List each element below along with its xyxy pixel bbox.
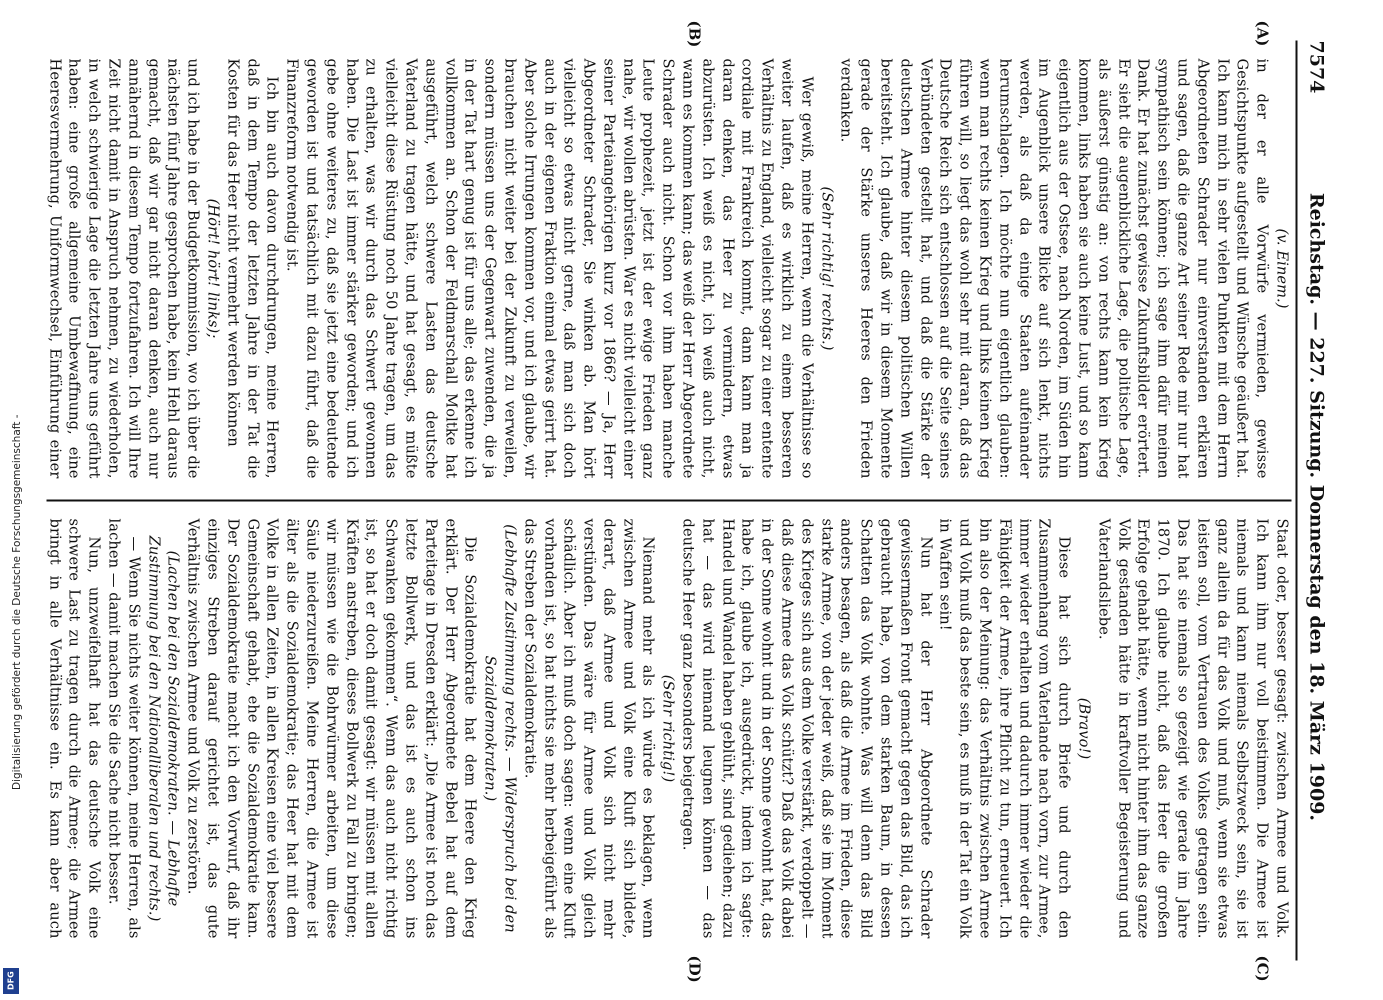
paragraph: — Wenn Sie nichts weiter können, meine Herren, als lachen — damit machen Sie die Sache nicht besser. xyxy=(104,518,142,938)
margin-marker-c: (C) xyxy=(1253,955,1271,982)
interjection: (Lachen bei den Sozialdemokraten. — Lebhafte Zustimmung bei den Nationalliberalen und rechts.) xyxy=(144,535,182,921)
interjection: (Hört! hört! links); xyxy=(203,198,221,338)
page-number: 7574 xyxy=(1305,40,1327,93)
dfg-logo: DFG xyxy=(3,968,19,994)
interjection: (Lebhafte Zustimmung rechts. — Widerspruch bei den Sozialdemokraten.) xyxy=(481,523,518,933)
credit-strip xyxy=(0,0,22,1000)
paragraph: Nun, unzweifelhaft hat das deutsche Volk eine schwere Last zu tragen durch die Armee; die Armee bringt in alle Verhältnisse ein. Es kann aber auch xyxy=(45,518,103,938)
right-column xyxy=(41,518,1291,938)
interjection: (Sehr richtig!) xyxy=(659,674,677,782)
margin-marker-a: (A) xyxy=(1253,20,1271,46)
paragraph: Staat oder, besser gesagt: zwischen Armee und Volk. Ich kann ihm nur voll beistimmen. Die Armee ist niemals und kann niemals Selbstzweck sein, sie ist ganz allein da für das Volk und muß, wenn sie etwas leisten soll, vom Vertrauen des Volkes getragen sein. Das hat sie niemals so gezeigt wie gerade im Jahre 1870. Ich glaube nicht, daß das Heer die großen Erfolge gehabt hätte, wenn nicht hinter ihm das ganze Volk gestanden hätte in kraftvoller Begeisterung und Vaterlandsliebe. xyxy=(1094,518,1290,938)
paragraph: Nun hat der Herr Abgeordnete Schrader gewissermaßen Front gemacht gegen das Bild, das ich gebraucht habe, von dem starken Baum, in dessen Schatten das Volk wohnte. Was will denn das Bild anders besagen, als daß die Armee im Frieden, diese starke Armee, von der jeder weiß, daß sie im Moment des Krieges sich aus dem Volke verstärkt, verdoppelt — daß diese Armee das Volk schützt? Daß das Volk dabei in der Sonne wohnt und in der Sonne gewohnt hat, das habe ich, glaube ich, ausgedrückt, indem ich sagte: Handel und Wandel haben geblüht, sind gediehen; dazu hat — das wird niemand leugnen können — das deutsche Heer ganz besonders beigetragen. xyxy=(679,518,934,938)
header-rule xyxy=(1295,40,1297,960)
paragraph: und ich habe in der Budgetkommission, wo ich über die nächsten fünf Jahre gesprochen habe, kein Hehl daraus gemacht, daß wir gar nicht daran denken, auch nur annähernd in diesem Tempo fortzufahren. Ich will Ihre Zeit nicht damit in Anspruch nehmen, zu wiederholen, in welch schwierige Lage die letzten Jahre uns geführt haben: eine große allgemeine Umbewaffnung, eine Heeresvermehrung, Uniformwechsel, Einführung einer xyxy=(45,58,202,478)
interjection: (v. Einem.) xyxy=(1273,227,1290,309)
interjection: (Bravo!) xyxy=(1075,697,1093,759)
paragraph: Die Sozialdemokratie hat dem Heere den Krieg erklärt. Der Herr Abgeordnete Bebel hat auf dem Parteitage in Dresden erklärt: „Die Armee ist noch das letzte Bollwerk, und das ist es auch schon ins Schwanken gekommen“. Wenn das auch nicht richtig ist, so hat er doch damit gesagt: wir müssen mit allen Kräften anstreben, dieses Bollwerk zu Fall zu bringen; wir müssen wie die Bohrwürmer arbeiten, um diese Säule niederzureißen. Meine Herren, die Armee ist älter als die Sozialdemokratie; das Heer hat mit dem Volke in allen Zeiten, in allen Kreisen eine viel bessere Gemeinschaft gehabt, ehe die Sozialdemokratie kam. Der Sozialdemokratie macht ich den Vorwurf, daß ihr einziges Streben darauf gerichtet ist, das gute Verhältnis zwischen Armee und Volk zu zerstören. xyxy=(184,518,479,938)
paragraph: Niemand mehr als ich würde es beklagen, wenn zwischen Armee und Volk eine Kluft sich bildete, derart, daß Armee und Volk sich nicht mehr verstünden. Das wäre für Armee und Volk gleich schädlich. Aber ich muß doch sagen: wenn eine Kluft vorhanden ist, so hat nichts sie mehr herbeigeführt als das Streben der Sozialdemokratie. xyxy=(520,518,657,938)
column-divider xyxy=(46,499,1291,501)
paragraph: in der er alle Vorwürfe vermieden, gewisse Gesichtspunkte aufgestellt und Wünsche geäußert hat. Ich kann mich in sehr vielen Punkten mit dem Herrn Abgeordneten Schrader nur einverstanden erklären und sagen, daß die ganze Art seiner Rede mir nur hat sympathisch sein können; ich sage ihm dafür meinen Dank. Er hat zunächst gewisse Zukunftsbilder erörtert. Er sieht die augenblickliche Lage, die politische Lage, als äußerst günstig an: von rechts kann kein Krieg kommen, links haben sie auch keine Lust, und so kann eigentlich aus der Ostsee, nach Norden, im Süden hin im Augenblick unsere Blicke auf sich lenkt, nichts werden, als daß da einige Staaten aufeinander herumschlagen. Ich möchte nun eigentlich glauben: wenn man rechts keinen Krieg und links keinen Krieg führen will, so liegt das wohl sehr mit daran, daß das Deutsche Reich sich entschlossen auf die Seite seines Verbündeten gestellt hat, und daß die Stärke der deutschen Armee hinter diesem politischen Willen bereitsteht. Ich glaube, daß wir in diesem Momente gerade der Stärke unseres Heeres den Frieden verdanken. xyxy=(837,58,1271,478)
margin-marker-b: (B) xyxy=(685,20,703,47)
interjection: (Sehr richtig! rechts.) xyxy=(817,185,835,351)
paragraph: Diese hat sich durch Briefe und durch den Zusammenhang vom Vaterlande nach vorn, zur Armee, immer wieder erhalten und dadurch immer wieder die Fähigkeit der Armee, ihre Pflicht zu tun, erneuert. Ich bin also der Meinung: das Verhältnis zwischen Armee und Volk muß das beste sein, es muß in der Tat ein Volk in Waffen sein! xyxy=(936,518,1073,938)
page-header xyxy=(1301,40,1331,960)
paragraph: Wer gewiß, meine Herren, wenn die Verhältnisse so weiter laufen, daß es wirklich zu einem besseren Verhältnis zu England, vielleicht sogar zu einer entente cordiale mit Frankreich kommt, dann kann man ja daran denken, das Heer zu vermindern, etwas abzurüsten. Ich weiß es nicht, ich weiß auch nicht, wann es kommen kann; das weiß der Herr Abgeordnete Schrader auch nicht. Schon vor ihm haben manche Leute prophezeit, jetzt ist der ewige Frieden ganz nahe, wir wollen abrüsten. War es nicht vielleicht einer seiner Parteiangehörigen kurz vor 1866? — Ja, Herr Abgeordneter Schrader, Sie winken ab. Man hört vielleicht so etwas nicht gerne, daß man sich doch auch in der eigenen Fraktion einmal etwas geirrt hat. Aber solche Irrungen kommen vor, und ich glaube, wir brauchen nicht weiter bei der Zukunft zu verweilen, sondern müssen uns der Gegenwart zuwenden, die ja in der Tat hart genug ist für uns alle; das erkenne ich vollkommen an. Schon der Feldmarschall Moltke hat ausgeführt, welch schwere Lasten das deutsche Vaterland zu tragen hätte, und hat gesagt, es müßte vielleicht diese Rüstung noch 50 Jahre tragen, um das zu erhalten, was wir durch das Schwert gewonnen haben. Die Last ist immer stärker geworden; und ich gebe ohne weiteres zu, daß sie jetzt eine bedeutende geworden ist und tatsächlich mit dazu führt, daß die Finanzreform notwendig ist. xyxy=(283,58,815,478)
page-title: Reichstag. — 227. Sitzung. Donnerstag den 18. März 1909. xyxy=(1305,192,1327,821)
left-column xyxy=(41,58,1291,478)
paragraph: Ich bin auch davon durchdrungen, meine Herren, daß in dem Tempo der letzten Jahre in der Tat die Kosten für das Heer nicht vermehrt werden können xyxy=(223,58,281,478)
credit-text: Digitalisierung gefördert durch die Deutsche Forschungsgemeinschaft - xyxy=(11,414,23,790)
margin-marker-d: (D) xyxy=(685,955,703,983)
